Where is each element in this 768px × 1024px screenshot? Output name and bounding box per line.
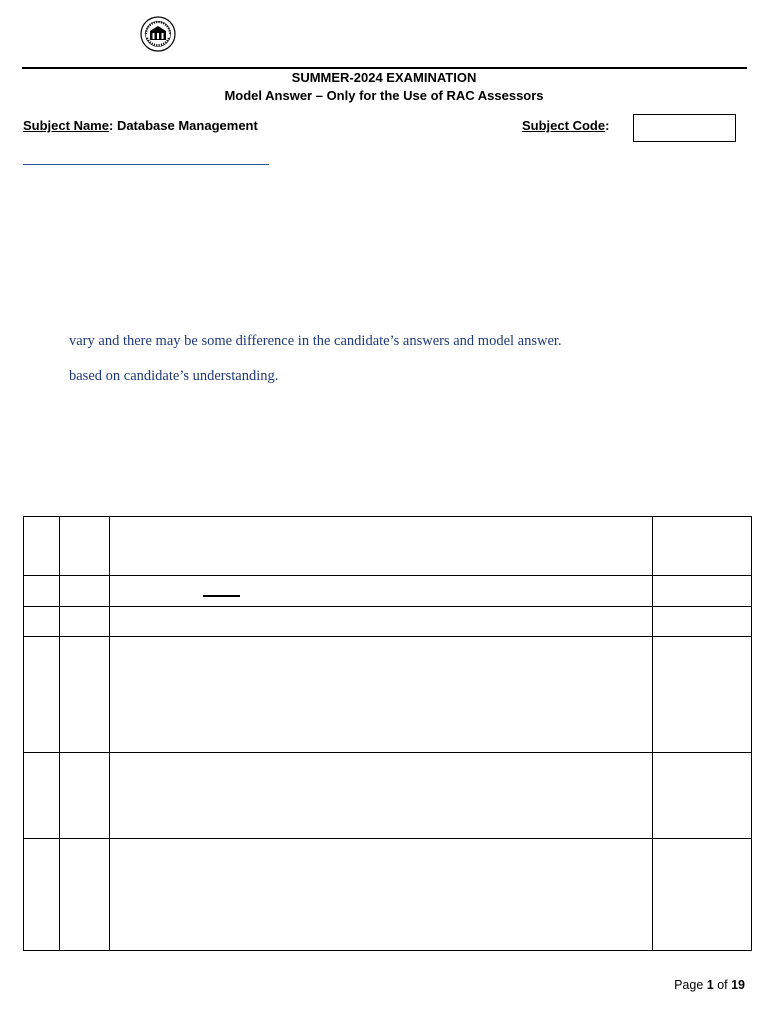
- link-underline: [23, 164, 269, 165]
- answer-table: [23, 516, 752, 951]
- instruction-line-1: vary and there may be some difference in the candidate’s answers and model answer.: [69, 333, 562, 349]
- page-current: 1: [706, 978, 714, 992]
- subject-code-separator: :: [605, 118, 610, 133]
- page-number: [674, 977, 745, 993]
- page-total: 19: [731, 978, 745, 992]
- subject-code: [522, 118, 609, 134]
- table-row-line: [23, 606, 752, 607]
- table-row-line: [23, 636, 752, 637]
- exam-title: SUMMER-2024 EXAMINATION: [291, 70, 477, 85]
- table-row-line: [23, 752, 752, 753]
- page-word: Page: [674, 978, 707, 992]
- table-border-left: [23, 516, 24, 951]
- header-divider: [22, 67, 747, 69]
- table-row-line: [23, 575, 752, 576]
- table-col-line: [59, 516, 60, 951]
- page-of: of: [713, 978, 732, 992]
- table-row-line: [23, 838, 752, 839]
- table-border-top: [23, 516, 752, 517]
- exam-subtitle: Model Answer – Only for the Use of RAC Assessors: [224, 88, 544, 103]
- table-cell-underline: [203, 595, 240, 597]
- table-col-line: [109, 516, 110, 951]
- subject-name-separator: :: [108, 118, 117, 133]
- subject-code-box: [633, 114, 736, 142]
- table-border-right: [751, 516, 752, 951]
- subject-code-label: Subject Code: [522, 118, 606, 133]
- subject-name: [23, 118, 258, 134]
- instruction-line-2: based on candidate’s understanding.: [69, 368, 279, 384]
- board-logo-icon: [137, 16, 179, 52]
- table-border-bottom: [23, 950, 752, 951]
- subject-name-value: Database Management: [116, 118, 258, 133]
- subject-name-label: Subject Name: [23, 118, 109, 133]
- table-col-line: [652, 516, 653, 951]
